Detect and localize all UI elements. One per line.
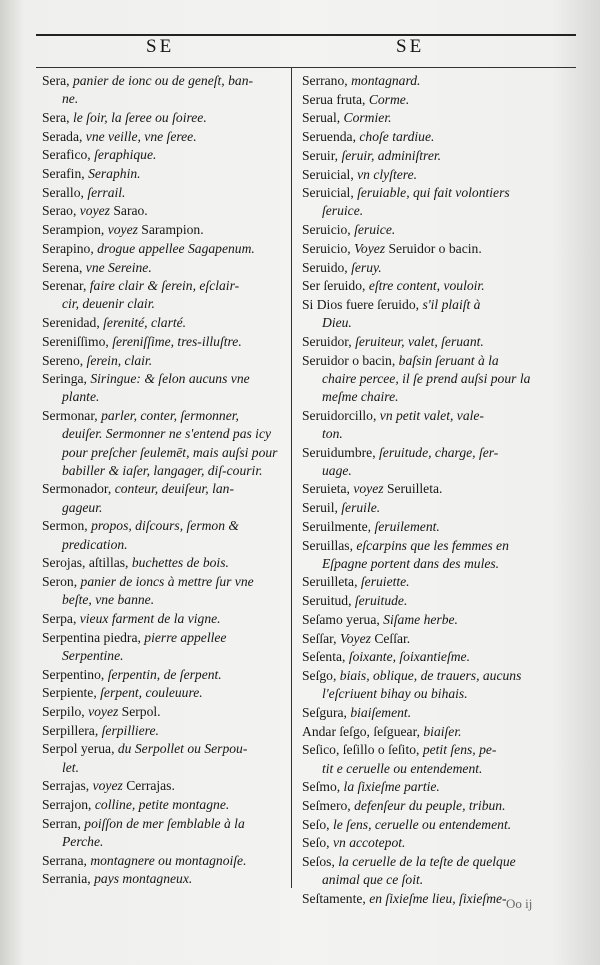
entry-headword: Andar ſeſgo, ſeſguear, [302,723,424,739]
entry-headword: Serada, [42,128,86,144]
entry-headword: Seſo, [302,816,333,832]
dictionary-entry [302,296,560,332]
dictionary-entry [42,128,288,146]
entry-headword: Seruidor o bacin, [302,352,399,368]
dictionary-entry [42,870,288,888]
entry-continuation: ton. [322,425,343,441]
entry-headword: Seruicial, [302,185,358,201]
entry-definition: vne veille, vne ſeree. [85,128,197,144]
entry-crossref: Ceſſar. [374,630,411,646]
entry-definition: ſereniſſime, tres-illuſtre. [112,333,242,349]
entry-headword: Seſos, [302,854,339,870]
entry-crossref: Sarao. [113,203,148,219]
entry-definition: Corme. [368,91,410,107]
dictionary-entry [42,314,288,332]
left-column [42,72,288,889]
entry-headword: Seruidumbre, [302,444,380,460]
entry-definition: voyez [88,703,122,719]
entry-headword: Seringa, [42,371,91,387]
entry-continuation: deuiſer. Sermonner ne s'entend pas icy pour preſcher ſeulemēt, mais auſsi pour babiller & iaſer, langager, diſ-courir. [62,426,278,478]
entry-headword: Seruir, [302,147,342,163]
entry-headword: Seſamo yerua, [302,611,384,627]
entry-crossref: Sarampion. [141,222,204,238]
dictionary-entry [302,72,560,90]
right-column [302,72,560,909]
entry-continuation: Eſpagne portent dans des mules. [322,555,500,571]
dictionary-entry [302,166,560,184]
entry-headword: Serojas, aſtillas, [42,555,132,571]
entry-continuation: Perche. [62,833,104,849]
entry-headword: Seſenta, [302,649,349,665]
dictionary-entry [42,407,288,480]
dictionary-entry [42,554,288,572]
entry-headword: Serpiente, [42,685,101,701]
entry-continuation: l'eſcriuent bihay ou bihais. [322,686,468,702]
entry-headword: Seruil, [302,500,342,516]
entry-headword: Serrano, [302,73,352,88]
entry-continuation: tit e ceruelle ou entendement. [322,760,483,776]
entry-headword: Sermonador, [42,481,115,497]
entry-crossref: Seruidor o bacin. [388,240,482,256]
entry-headword: Serrana, [42,852,91,868]
entry-headword: Sereno, [42,352,87,368]
entry-continuation: uage. [322,462,352,478]
entry-continuation: gageur. [62,499,103,515]
entry-definition: ſerpilliere. [101,722,159,738]
entry-headword: Seruicio, [302,222,355,238]
dictionary-entry [42,277,288,313]
entry-headword: Seruitud, [302,593,355,609]
entry-definition: propos, diſcours, ſermon & [91,518,239,534]
entry-definition: pays montagneux. [94,871,193,887]
entry-definition: le ſens, ceruelle ou entendement. [332,816,512,832]
dictionary-entry [42,333,288,351]
entry-definition: panier de ioncs à mettre ſur vne [80,573,254,589]
dictionary-entry [42,740,288,776]
dictionary-entry [42,370,288,406]
dictionary-entry [42,666,288,684]
entry-definition: voyez [353,481,387,497]
dictionary-entry [42,202,288,220]
entry-headword: Sermonar, [42,408,102,424]
dictionary-entry [42,684,288,702]
entry-headword: Seſmero, [302,797,355,813]
dictionary-entry [42,517,288,553]
dictionary-entry [302,778,560,796]
entry-headword: Serrania, [42,871,95,887]
entry-definition: ſerenité, clarté. [103,315,187,331]
entry-definition: ſerein, clair. [86,352,153,368]
entry-headword: Serafin, [42,166,89,182]
entry-definition: vn accotepot. [332,835,406,851]
entry-headword: Seron, [42,573,81,589]
dictionary-entry [302,741,560,777]
column-divider [291,68,292,888]
entry-headword: Seruidorcillo, [302,407,380,423]
entry-definition: ſoixante, ſoixantieſme. [348,649,470,665]
entry-definition: pierre appellee [144,629,227,645]
entry-definition: ſerpent, couleuure. [100,685,203,701]
entry-definition: biais, oblique, de trauers, aucuns [339,668,522,683]
dictionary-entry [42,221,288,239]
entry-headword: Seruilleta, [302,574,361,590]
dictionary-entry [302,573,560,591]
entry-definition: ſeruilement. [374,518,440,534]
entry-definition: la ſixieſme partie. [343,779,440,795]
entry-crossref: Cerrajas. [126,778,175,794]
entry-crossref: Seruilleta. [386,481,443,497]
entry-definition: poiſſon de mer ſemblable à la [84,815,245,831]
dictionary-entry [302,333,560,351]
entry-headword: Seſgo, [302,668,340,683]
dictionary-entry [302,648,560,666]
entry-continuation: animal que ce ſoit. [322,872,424,888]
entry-definition: vne Sereine. [85,259,152,275]
entry-headword: Seruido, [302,259,352,275]
entry-definition: vn clyſtere. [357,166,418,182]
dictionary-entry [302,723,560,741]
entry-headword: Serampion, [42,222,108,238]
entry-definition: faire clair & ſerein, eſclair- [89,278,240,294]
dictionary-entry [302,277,560,295]
entry-continuation: ne. [62,91,79,107]
dictionary-entry [302,853,560,889]
entry-headword: Serua fruta, [302,91,369,107]
dictionary-entry [42,480,288,516]
entry-headword: Serran, [42,815,85,831]
dictionary-entry [302,704,560,722]
entry-definition: voyez [92,778,127,794]
dictionary-entry [42,240,288,258]
catchword: Oo ij [506,896,533,911]
entry-definition: choſe tardiue. [359,129,435,145]
entry-continuation: Serpentine. [62,647,124,663]
entry-headword: Serenar, [42,278,90,294]
dictionary-entry [302,518,560,536]
entry-definition: buchettes de bois. [131,555,229,571]
entry-headword: Serao, [42,203,80,219]
entry-headword: Seſmo, [302,779,344,795]
header-rule-top [36,34,576,36]
entry-headword: Serpentino, [42,666,108,682]
dictionary-entry [302,91,560,109]
dictionary-entry [302,259,560,277]
entry-headword: Serafico, [42,147,95,163]
entry-definition: ſeruile. [341,500,381,516]
entry-definition: voyez [79,203,114,219]
entry-continuation: beſte, vne banne. [62,592,155,608]
dictionary-entry [302,480,560,498]
entry-definition: ſeruir, adminiſtrer. [341,147,442,163]
entry-headword: Si Dios fuere ſeruido, [302,296,423,312]
entry-headword: Sermon, [42,518,92,534]
entry-headword: Seſſar, [302,630,340,646]
entry-continuation: ſeruice. [322,203,364,219]
dictionary-entry [42,573,288,609]
entry-definition: Voyez [354,240,389,256]
dictionary-entry [302,407,560,443]
entry-headword: Serena, [42,259,86,275]
entry-definition: biaiſer. [423,723,462,739]
dictionary-entry [42,146,288,164]
dictionary-entry [302,499,560,517]
entry-continuation: chaire percee, il ſe prend auſsi pour la meſme chaire. [322,370,531,404]
dictionary-entry [42,352,288,370]
entry-headword: Ser ſeruido, [302,278,369,294]
entry-headword: Seruidor, [302,333,356,349]
dictionary-entry [302,352,560,407]
dictionary-entry [42,815,288,851]
entry-definition: ſeruitude. [354,593,408,609]
dictionary-entry [42,165,288,183]
entry-headword: Seruilmente, [302,518,375,534]
dictionary-entry [302,834,560,852]
entry-definition: s'il plaiſt à [422,296,481,312]
dictionary-entry [302,611,560,629]
dictionary-entry [302,537,560,573]
entry-headword: Seruillas, [302,537,357,553]
dictionary-entry [42,796,288,814]
entry-definition: panier de ionc ou de geneſt, ban- [72,73,254,88]
entry-headword: Seſo, [302,835,333,851]
entry-headword: Seruieta, [302,481,354,497]
dictionary-entry [42,109,288,127]
entry-headword: Sera, [42,73,73,88]
entry-definition: colline, petite montagne. [94,796,230,812]
entry-headword: Seſtamente, [302,890,370,906]
entry-definition: parler, conter, ſermonner, [101,408,239,424]
entry-definition: defenſeur du peuple, tribun. [354,797,506,813]
dictionary-entry [42,184,288,202]
entry-definition: ſeruice. [354,222,396,238]
entry-definition: ſeruiette. [360,574,410,590]
dictionary-entry [42,72,288,108]
entry-headword: Serpilo, [42,703,89,719]
entry-definition: eſtre content, vouloir. [368,278,485,294]
entry-definition: biaiſement. [350,704,412,720]
entry-headword: Sera, [42,109,73,125]
dictionary-entry [302,128,560,146]
dictionary-entry [302,109,560,127]
entry-definition: ſeruitude, charge, ſer- [379,444,499,460]
dictionary-entry [302,667,560,703]
dictionary-entry [42,703,288,721]
entry-headword: Serrajas, [42,778,93,794]
entry-definition: Voyez [339,630,375,646]
entry-continuation: Dieu. [322,315,352,331]
entry-definition: Seraphin. [88,166,141,182]
entry-definition: baſsin ſeruant à la [398,352,499,368]
entry-headword: Serpa, [42,610,80,626]
entry-definition: du Serpollet ou Serpou- [117,741,248,757]
dictionary-entry [42,722,288,740]
entry-headword: Serenidad, [42,315,104,331]
running-head-left: SE [146,36,175,57]
entry-definition: petit ſens, pe- [422,742,497,758]
entry-continuation: let. [62,759,79,775]
entry-headword: Seruenda, [302,129,360,145]
dictionary-entry [302,592,560,610]
dictionary-entry [42,629,288,665]
dictionary-entry [302,797,560,815]
dictionary-entry [302,240,560,258]
entry-definition: Cormier. [343,110,392,126]
entry-crossref: Serpol. [121,703,161,719]
entry-definition: ſeruiteur, valet, ſeruant. [355,333,484,349]
entry-headword: Serual, [302,110,344,126]
dictionary-entry [302,147,560,165]
dictionary-entry [42,852,288,870]
dictionary-entry [302,444,560,480]
dictionary-entry [42,610,288,628]
entry-continuation: predication. [62,536,128,552]
entry-definition: montagnere ou montagnoiſe. [90,852,247,868]
entry-continuation: plante. [62,389,100,405]
entry-definition: conteur, deuiſeur, lan- [114,481,235,497]
entry-headword: Seruicial, [302,166,358,182]
entry-definition: en ſixieſme lieu, ſixieſme- [369,890,507,906]
entry-headword: Seſico, ſeſillo o ſeſito, [302,742,423,758]
entry-definition: eſcarpins que les femmes en [356,537,509,553]
entry-headword: Serpol yerua, [42,741,118,757]
entry-definition: voyez [107,222,142,238]
entry-headword: Seruicio, [302,240,355,256]
dictionary-entry [302,221,560,239]
header-rule-bottom [36,67,576,68]
entry-headword: Serapino, [42,240,98,256]
dictionary-entry [302,184,560,220]
entry-definition: ſeruy. [351,259,382,275]
entry-headword: Serallo, [42,184,88,200]
entry-definition: Siſame herbe. [383,611,458,627]
entry-definition: ſeraphique. [94,147,157,163]
entry-headword: Serpentina piedra, [42,629,145,645]
entry-definition: Siringue: & ſelon aucuns vne [90,371,250,387]
entry-headword: Serpillera, [42,722,102,738]
dictionary-entry [302,630,560,648]
entry-definition: ſerrail. [87,184,126,200]
entry-definition: drogue appellee Sagapenum. [97,240,255,256]
entry-definition: vieux farment de la vigne. [79,610,221,626]
entry-definition: vn petit valet, vale- [379,407,484,423]
entry-definition: ſerpentin, de ſerpent. [107,666,222,682]
dictionary-entry [302,816,560,834]
entry-continuation: cir, deuenir clair. [62,296,155,312]
dictionary-entry [42,777,288,795]
entry-definition: ſeruiable, qui fait volontiers [357,185,510,201]
entry-headword: Seſgura, [302,704,351,720]
running-head-right: SE [396,36,425,57]
entry-definition: le ſoir, la ſeree ou ſoiree. [72,109,207,125]
dictionary-entry [42,259,288,277]
entry-headword: Serrajon, [42,796,95,812]
entry-definition: la ceruelle de la teſte de quelque [338,854,516,870]
entry-headword: Sereniſſimo, [42,333,113,349]
entry-definition: montagnard. [351,73,421,88]
